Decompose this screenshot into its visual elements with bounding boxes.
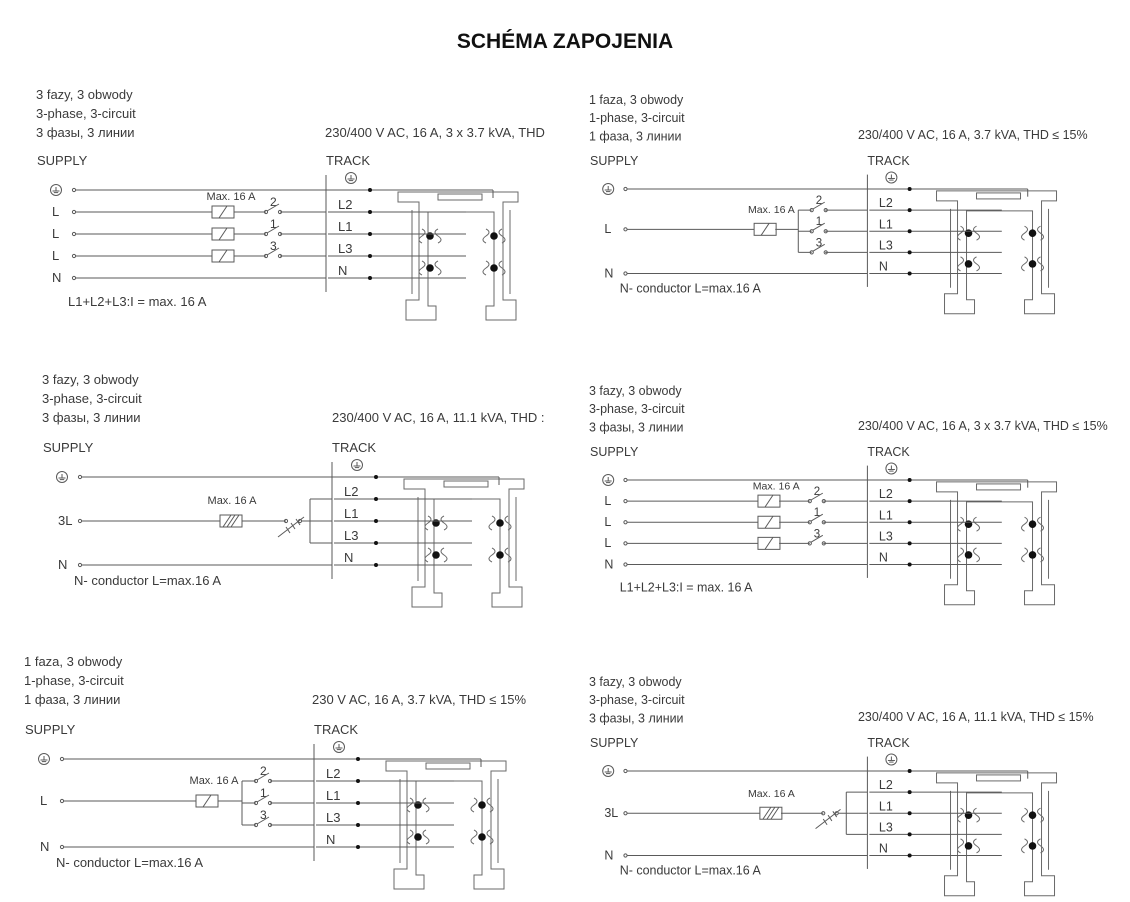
terminal <box>624 500 627 503</box>
diagram-panel <box>589 384 1108 605</box>
junction-dot <box>908 832 912 836</box>
switch-number: 1 <box>815 216 823 229</box>
terminal <box>60 799 63 802</box>
diagram-panel <box>589 93 1088 314</box>
neutral-label: N <box>52 270 62 285</box>
heading-line: 3 fazy, 3 obwody <box>42 372 139 387</box>
track-contact-dot <box>414 833 422 841</box>
breaker-label: Max. 16 A <box>752 480 800 493</box>
junction-dot <box>908 811 912 815</box>
switch-number: 1 <box>270 217 277 231</box>
breaker-label: Max. 16 A <box>747 204 795 216</box>
track-profile-wall <box>951 791 1049 870</box>
heading-line: 3-phase, 3-circuit <box>42 391 142 406</box>
breaker-slash <box>761 223 769 235</box>
switch-number: 3 <box>813 528 821 541</box>
track-contact-dot <box>965 842 973 850</box>
terminal <box>624 228 627 231</box>
junction-dot <box>908 853 912 857</box>
breaker-slash <box>765 537 773 549</box>
track-contact-dot <box>496 551 504 559</box>
diagram-panel <box>42 372 544 607</box>
heading-line: 1 фаза, 3 линии <box>24 692 121 707</box>
junction-dot <box>368 188 372 192</box>
junction-dot <box>356 845 360 849</box>
phase-label: L <box>604 222 612 237</box>
track-line-label: N <box>878 841 888 856</box>
track-label: TRACK <box>332 440 377 455</box>
heading-line: 3 фазы, 3 линии <box>589 420 684 435</box>
junction-dot <box>368 210 372 214</box>
panel-heading <box>24 654 124 707</box>
terminal <box>624 272 627 275</box>
terminal <box>72 276 75 279</box>
track-top-channel <box>444 481 488 487</box>
supply-label: SUPPLY <box>25 722 76 737</box>
phase-label: L <box>604 536 612 551</box>
heading-line: 1 фаза, 3 линии <box>589 129 682 144</box>
junction-dot <box>908 499 912 503</box>
track-top-channel <box>426 763 470 769</box>
panel-note: N- conductor L=max.16 A <box>619 863 761 878</box>
phase-label: 3L <box>58 513 73 528</box>
terminal <box>624 769 627 772</box>
track-line-label: L3 <box>344 528 359 543</box>
phase-label: L <box>604 515 612 530</box>
junction-dot <box>908 208 912 212</box>
heading-line: 1-phase, 3-circuit <box>24 673 124 688</box>
track-line-label: N <box>338 263 348 278</box>
breaker-label: Max. 16 A <box>747 787 795 800</box>
track-contact-dot <box>496 519 504 527</box>
track-profile-wall <box>951 209 1049 288</box>
track-line-label: N <box>878 550 888 565</box>
breaker-slash <box>763 807 771 819</box>
terminal <box>78 475 81 478</box>
neutral-label: N <box>58 557 68 572</box>
track-profile-wall <box>412 210 510 294</box>
junction-dot <box>908 541 912 545</box>
spec-label: 230/400 V AC, 16 A, 3.7 kVA, THD ≤ 15% <box>858 128 1088 142</box>
terminal <box>624 521 627 524</box>
spec-label: 230/400 V AC, 16 A, 11.1 kVA, THD ≤ 15% <box>858 710 1094 724</box>
terminal <box>72 254 75 257</box>
track-line-label: L1 <box>878 508 893 523</box>
spec-label: 230 V AC, 16 A, 3.7 kVA, THD ≤ 15% <box>312 692 527 707</box>
junction-dot <box>908 562 912 566</box>
heading-line: 3 фазы, 3 линии <box>42 410 141 425</box>
track-line-label: N <box>344 550 354 565</box>
gang-switch-blade <box>278 517 304 537</box>
diagram-panel <box>589 675 1094 896</box>
switch-number: 2 <box>813 486 821 499</box>
switch-number: 3 <box>270 239 277 253</box>
supply-label: SUPPLY <box>590 445 639 459</box>
breaker-slash <box>765 495 773 507</box>
breaker-slash <box>765 516 773 528</box>
track-contact-dot <box>965 811 973 819</box>
breaker-slash <box>219 250 227 262</box>
track-contact-dot <box>478 801 486 809</box>
junction-dot <box>908 271 912 275</box>
panel-note: N- conductor L=max.16 A <box>56 855 204 870</box>
panel-heading <box>42 372 142 425</box>
track-label: TRACK <box>867 736 910 750</box>
track-line-label: L2 <box>344 484 359 499</box>
diagram-panel <box>24 654 526 889</box>
junction-dot <box>908 250 912 254</box>
track-contact-dot <box>426 264 434 272</box>
track-label: TRACK <box>867 445 910 459</box>
track-contact-dot <box>1029 260 1037 268</box>
breaker-slash <box>227 515 235 527</box>
neutral-label: N <box>604 848 614 863</box>
breaker-slash <box>223 515 231 527</box>
supply-label: SUPPLY <box>37 153 88 168</box>
heading-line: 3-phase, 3-circuit <box>589 402 685 417</box>
track-line-label: L1 <box>326 788 341 803</box>
junction-dot <box>374 563 378 567</box>
track-line-label: L2 <box>338 197 353 212</box>
track-contact-dot <box>1029 551 1037 559</box>
switch-number: 1 <box>813 507 821 520</box>
track-contact-dot <box>965 260 973 268</box>
junction-dot <box>356 823 360 827</box>
track-contact-dot <box>478 833 486 841</box>
junction-dot <box>356 757 360 761</box>
switch-number: 2 <box>260 764 267 778</box>
phase-label: L <box>604 493 612 508</box>
track-label: TRACK <box>314 722 359 737</box>
spec-label: 230/400 V AC, 16 A, 3 x 3.7 kVA, THD ≤ 15% <box>858 419 1108 433</box>
track-top-channel <box>977 775 1021 781</box>
panel-heading <box>589 675 685 725</box>
heading-line: 3 фазы, 3 линии <box>36 125 135 140</box>
track-top-channel <box>977 193 1021 199</box>
track-contact-dot <box>965 229 973 237</box>
track-line-label: N <box>878 259 888 274</box>
track-contact-dot <box>432 519 440 527</box>
track-line-label: L1 <box>878 799 893 814</box>
spec-label: 230/400 V AC, 16 A, 11.1 kVA, THD : <box>332 410 545 425</box>
track-contact-dot <box>1029 229 1037 237</box>
track-line-label: L3 <box>878 820 893 835</box>
junction-dot <box>374 497 378 501</box>
page-title: SCHÉMA ZAPOJENIA <box>456 30 674 53</box>
phase-label: L <box>40 793 48 808</box>
panel-heading <box>36 87 136 140</box>
terminal <box>624 812 627 815</box>
track-contact-dot <box>1029 520 1037 528</box>
track-contact-dot <box>426 232 434 240</box>
switch-number: 3 <box>815 237 823 250</box>
junction-dot <box>356 801 360 805</box>
neutral-label: N <box>604 557 614 572</box>
breaker-label: Max. 16 A <box>189 775 239 787</box>
supply-label: SUPPLY <box>590 154 639 168</box>
breaker-slash <box>231 515 239 527</box>
track-line-label: L1 <box>344 506 359 521</box>
terminal <box>78 519 81 522</box>
junction-dot <box>374 541 378 545</box>
track-contact-dot <box>432 551 440 559</box>
phase-label: 3L <box>604 806 619 821</box>
track-line-label: L2 <box>878 196 893 211</box>
track-line-label: L2 <box>326 766 341 781</box>
heading-line: 3 фазы, 3 линии <box>589 711 684 726</box>
panel-note: N- conductor L=max.16 A <box>619 281 761 296</box>
neutral-label: N <box>604 266 614 281</box>
breaker-slash <box>767 807 775 819</box>
track-line-label: L3 <box>326 810 341 825</box>
phase-label: L <box>52 248 60 263</box>
switch-number: 1 <box>260 786 267 800</box>
breaker-label: Max. 16 A <box>206 191 256 203</box>
heading-line: 3 fazy, 3 obwody <box>36 87 133 102</box>
heading-line: 1 faza, 3 obwody <box>24 654 123 669</box>
neutral-label: N <box>40 839 50 854</box>
spec-label: 230/400 V AC, 16 A, 3 x 3.7 kVA, THD <box>325 125 545 140</box>
track-profile-wall <box>400 779 498 863</box>
heading-line: 3-phase, 3-circuit <box>589 693 685 708</box>
heading-line: 1 faza, 3 obwody <box>589 93 684 107</box>
panel-note: N- conductor L=max.16 A <box>74 573 222 588</box>
track-line-label: L3 <box>878 238 893 253</box>
terminal <box>60 757 63 760</box>
phase-label: L <box>52 204 60 219</box>
junction-dot <box>908 520 912 524</box>
track-line-label: L2 <box>878 778 893 793</box>
junction-dot <box>908 790 912 794</box>
breaker-label: Max. 16 A <box>207 495 257 507</box>
terminal <box>624 563 627 566</box>
junction-dot <box>908 187 912 191</box>
track-line-label: L3 <box>338 241 353 256</box>
track-top-channel <box>438 194 482 200</box>
diagram-panel <box>36 87 545 320</box>
supply-label: SUPPLY <box>43 440 94 455</box>
terminal <box>78 563 81 566</box>
junction-dot <box>908 769 912 773</box>
terminal <box>72 232 75 235</box>
terminal <box>624 187 627 190</box>
breaker-slash <box>203 795 211 807</box>
track-contact-dot <box>1029 811 1037 819</box>
track-contact-dot <box>414 801 422 809</box>
track-contact-dot <box>490 264 498 272</box>
junction-dot <box>374 475 378 479</box>
terminal <box>624 854 627 857</box>
track-label: TRACK <box>326 153 371 168</box>
track-profile-wall <box>418 497 516 581</box>
junction-dot <box>374 519 378 523</box>
heading-line: 3-phase, 3-circuit <box>36 106 136 121</box>
terminal <box>72 188 75 191</box>
junction-dot <box>368 254 372 258</box>
track-contact-dot <box>965 520 973 528</box>
gang-switch-blade <box>816 809 841 828</box>
track-line-label: L1 <box>338 219 353 234</box>
terminal <box>60 845 63 848</box>
terminal <box>72 210 75 213</box>
track-label: TRACK <box>867 154 910 168</box>
panel-note: L1+L2+L3:I = max. 16 A <box>68 294 207 309</box>
panel-heading <box>589 384 685 434</box>
switch-number: 3 <box>260 808 267 822</box>
heading-line: 3 fazy, 3 obwody <box>589 675 682 689</box>
track-contact-dot <box>490 232 498 240</box>
junction-dot <box>908 229 912 233</box>
panel-heading <box>589 93 685 143</box>
junction-dot <box>368 276 372 280</box>
switch-number: 2 <box>270 195 277 209</box>
track-line-label: L1 <box>878 217 893 232</box>
track-line-label: L2 <box>878 487 893 502</box>
heading-line: 3 fazy, 3 obwody <box>589 384 682 398</box>
track-line-label: L3 <box>878 529 893 544</box>
junction-dot <box>908 478 912 482</box>
track-contact-dot <box>1029 842 1037 850</box>
terminal <box>624 478 627 481</box>
breaker-slash <box>771 807 779 819</box>
heading-line: 1-phase, 3-circuit <box>589 111 685 126</box>
track-top-channel <box>977 484 1021 490</box>
panel-note: L1+L2+L3:I = max. 16 A <box>619 580 753 595</box>
switch-number: 2 <box>815 195 823 208</box>
track-contact-dot <box>965 551 973 559</box>
junction-dot <box>356 779 360 783</box>
supply-label: SUPPLY <box>590 736 639 750</box>
breaker-slash <box>219 228 227 240</box>
phase-label: L <box>52 226 60 241</box>
terminal <box>624 542 627 545</box>
track-profile-wall <box>951 500 1049 579</box>
breaker-slash <box>219 206 227 218</box>
junction-dot <box>368 232 372 236</box>
track-line-label: N <box>326 832 336 847</box>
